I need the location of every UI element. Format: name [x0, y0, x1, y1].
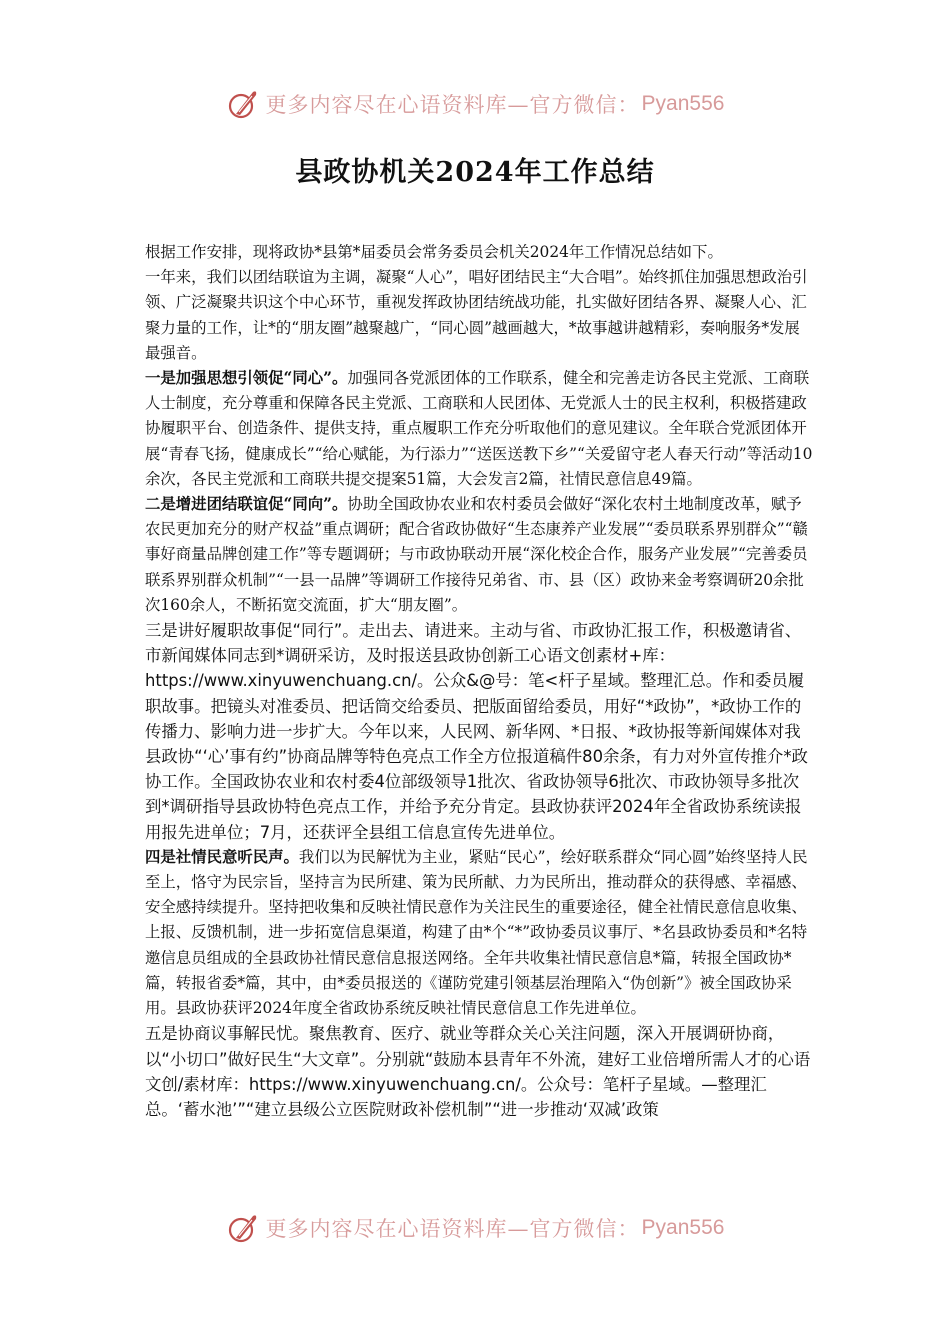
- section-heading: 一是加强思想引领促“同心”。: [145, 369, 348, 388]
- section-heading: 四是社情民意听民声。: [145, 847, 299, 866]
- paragraph-section-1: [145, 366, 815, 492]
- paragraph-section-4: [145, 845, 815, 1021]
- paragraph-text: 我们以为民解忧为主业，紧贴“民心”，绘好联系群众“同心圆”始终坚持人民至上，恪守为民宗旨，坚持言为民所建、策为民所献、力为民所出，推动群众的获得感、幸福感、安全感持续提升。坚持把收集和反映社情民意作为关注民生的重要途径，健全社情民意信息收集、上报、反馈机制，进一步拓宽信息渠道，构建了由*个“*”政协委员议事厅、*名县政协委员和*名特邀信息员组成的全县政协社情民意信息报送网络。全年共收集社情民意信息*篇，转报全国政协*篇，转报省委*篇，其中，由*委员报送的《谨防党建引领基层治理陷入“伪创新”》被全国政协采用。县政协获评2024年度全省政协系统反映社情民意信息工作先进单位。: [145, 847, 808, 1018]
- banner-text: 更多内容尽在心语资料库—官方微信：: [265, 93, 640, 117]
- paragraph-text: 协助全国政协农业和农村委员会做好“深化农村土地制度改革，赋予农民更加充分的财产权益”重点调研；配合省政协做好“生态康养产业发展”“委员联系界别群众”“赣事好商量品牌创建工作”等专题调研；与市政协联动开展“深化校企合作，服务产业发展”“完善委员联系界别群众机制”“一县一品牌”等调研工作接待兄弟省、市、县（区）政协来金考察调研20余批次160余人，不断拓宽交流面，扩大“朋友圈”。: [145, 495, 808, 614]
- section-heading: 二是增进团结联谊促“同向”。: [145, 495, 348, 514]
- paragraph-text: 五是协商议事解民忧。聚焦教育、医疗、就业等群众关心关注问题，深入开展调研协商，以“小切口”做好民生“大文章”。分别就“鼓励本县青年不外流，建好工业倍增所需人才的心语文创/素材库：https://www.xinyuwenchuang.cn/。公众号：笔杆子星域。—整理汇总。‘蓄水池’”“建立县级公立医院财政补偿机制”“进一步推动‘双减’政策: [145, 1024, 811, 1119]
- paragraph-section-3: [145, 618, 815, 845]
- paragraph-text: 三是讲好履职故事促“同行”。走出去、请进来。主动与省、市政协汇报工作，积极邀请省、市新闻媒体同志到*调研采访，及时报送县政协创新工心语文创素材+库：https://www.xinyuwenchuang.cn/。公众&@号：笔<杆子星域。整理汇总。作和委员履职故事。把镜头对准委员、把话筒交给委员、把版面留给委员，用好“*政协”，*政协工作的传播力、影响力进一步扩大。今年以来，人民网、新华网、*日报、*政协报等新闻媒体对我县政协“‘心’事有约”协商品牌等特色亮点工作全方位报道稿件80余条，有力对外宣传推介*政协工作。全国政协农业和农村委4位部级领导1批次、省政协领导6批次、市政协领导多批次到*调研指导县政协特色亮点工作，并给予充分肯定。县政协获评2024年全省政协系统读报用报先进单位；7月，还获评全县组工信息宣传先进单位。: [145, 621, 808, 842]
- paragraph-section-5: [145, 1021, 815, 1122]
- document-title: 县政协机关2024年工作总结: [295, 157, 655, 188]
- paragraph-text: 加强同各党派团体的工作联系，健全和完善走访各民主党派、工商联人士制度，充分尊重和保障各民主党派、工商联和人民团体、无党派人士的民主权利，积极搭建政协履职平台、创造条件、提供支持，重点履职工作充分听取他们的意见建议。全年联合党派团体开展“青春飞扬，健康成长”“给心赋能，为行添力”“送医送教下乡”“关爱留守老人春天行动”等活动10余次，各民主党派和工商联共提交提案51篇，大会发言2篇，社情民意信息49篇。: [145, 369, 813, 488]
- paragraph-section-2: [145, 492, 815, 618]
- banner-wechat-id: Pyan556: [641, 92, 725, 115]
- footer-banner: [0, 1208, 950, 1248]
- paragraph-text: 一年来，我们以团结联谊为主调，凝聚“人心”，唱好团结民主“大合唱”。始终抓住加强思想政治引领、广泛凝聚共识这个中心环节，重视发挥政协团结统战功能，扎实做好团结各界、凝聚人心、汇聚力量的工作，让*的“朋友圈”越聚越广，“同心圆”越画越大，*故事越讲越精彩，奏响服务*发展最强音。: [145, 268, 808, 362]
- banner-text: 更多内容尽在心语资料库—官方微信：: [265, 1217, 640, 1241]
- feather-pen-logo-icon: [226, 1210, 262, 1246]
- banner-wechat-id: Pyan556: [641, 1216, 725, 1239]
- paragraph-text: 根据工作安排，现将政协*县第*届委员会常务委员会机关2024年工作情况总结如下。: [145, 243, 723, 261]
- document-body: [145, 240, 815, 1122]
- paragraph-overview: [145, 265, 815, 366]
- feather-pen-logo-icon: [226, 86, 262, 122]
- header-banner: [0, 84, 950, 124]
- paragraph-intro: [145, 240, 815, 265]
